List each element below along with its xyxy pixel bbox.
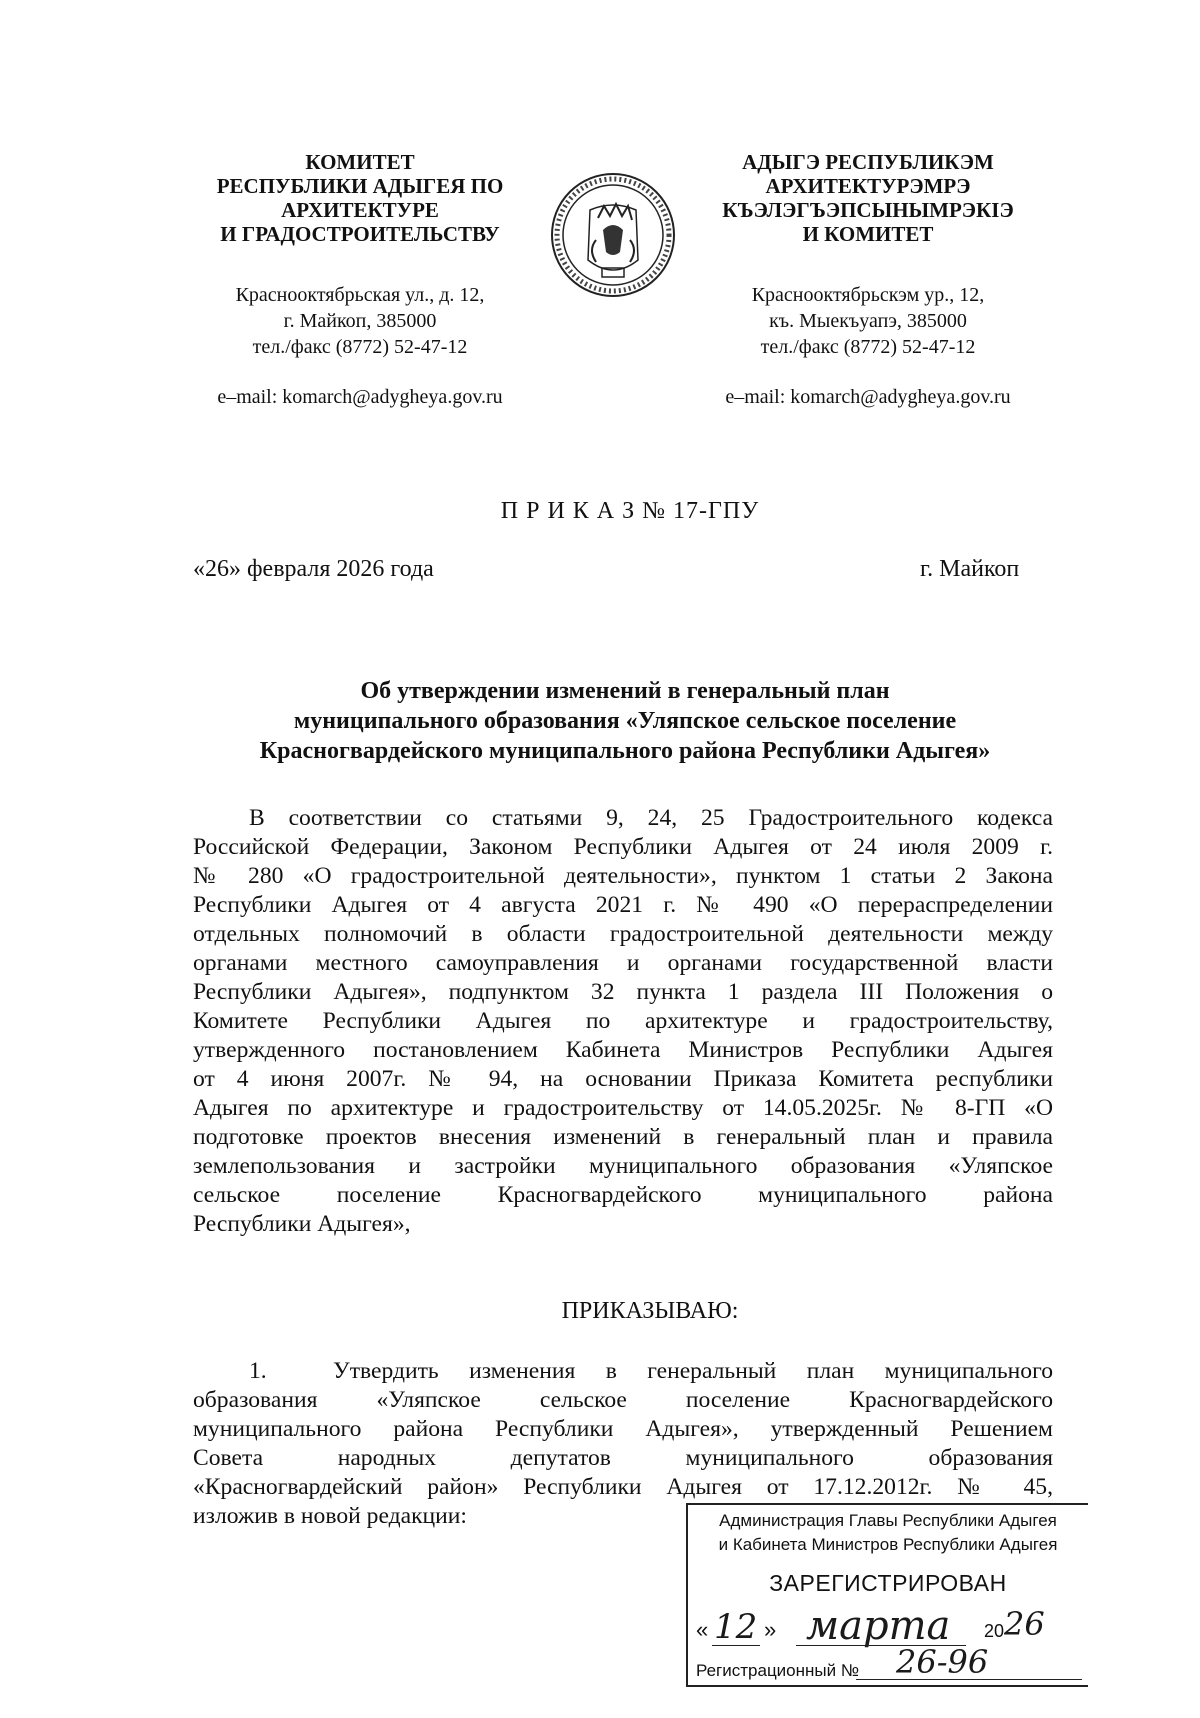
item1-line: Утвердить изменения в генеральный план муниципального [333,1358,1053,1384]
right-address-line: къ. Мыекъуапэ, 385000 [769,310,967,332]
order-title: П Р И К А З № 17-ГПУ [500,498,760,524]
right-header-email: e–mail: komarch@adygheya.gov.ru [725,386,1011,408]
registration-stamp [686,1503,1088,1687]
right-header-address [658,282,1078,360]
preamble-line: Республики Адыгея», подпунктом 32 пункта 1 раздела III Положения о [193,979,1053,1005]
left-title-line: И ГРАДОСТРОИТЕЛЬСТВУ [220,222,500,246]
stamp-date-row [696,1603,1082,1649]
right-title-line: АРХИТЕКТУРЭМРЭ [765,174,971,198]
stamp-reg-label: Регистрационный № [696,1661,860,1680]
preamble-line: Республики Адыгея от 4 августа 2021 г. № 490 «О перераспределении [193,892,1053,918]
right-title-line: АДЫГЭ РЕСПУБЛИКЭМ [742,150,994,174]
subject-line: Красногвардейского муниципального района Республики Адыгея» [259,738,991,764]
item1-line: Совета народных депутатов муниципального образования [193,1445,1053,1471]
stamp-reg-row [696,1643,1082,1683]
right-header [658,150,1078,410]
left-address-line: г. Майкоп, 385000 [283,310,437,332]
subject-line: Об утверждении изменений в генеральный план [360,678,890,704]
quote-close: » [764,1617,777,1642]
left-address-line: тел./факс (8772) 52-47-12 [252,336,468,358]
preamble-line: землепользования и застройки муниципального образования «Уляпское [193,1153,1053,1179]
left-header-email: e–mail: komarch@adygheya.gov.ru [217,386,503,408]
stamp-day: 12 [714,1607,758,1647]
decree-word: ПРИКАЗЫВАЮ: [561,1298,739,1324]
stamp-line-1: Администрация Главы Республики Адыгея [719,1511,1057,1530]
preamble-paragraph [193,804,1053,1239]
preamble-line: Российской Федерации, Законом Республики Адыгея от 24 июля 2009 г. [193,834,1053,860]
day-underline [712,1645,760,1646]
stamp-line-2: и Кабинета Министров Республики Адыгея [718,1535,1058,1554]
preamble-line: от 4 июня 2007г. № 94, на основании Приказа Комитета республики [193,1066,1053,1092]
stamp-reg-number: 26-96 [896,1643,989,1681]
preamble-line: отдельных полномочий в области градостроительной деятельности между [193,921,1053,947]
left-title-line: КОМИТЕТ [305,150,415,174]
preamble-line: утвержденного постановлением Кабинета Министров Республики Адыгея [193,1037,1053,1063]
item1-line: изложив в новой редакции: [193,1503,467,1529]
item1-line: образования «Уляпское сельское поселение Красногвардейского [193,1387,1053,1413]
right-address-line: Краснооктябрьскэм ур., 12, [751,284,985,306]
right-address-line: тел./факс (8772) 52-47-12 [760,336,976,358]
preamble-line: подготовке проектов внесения изменений в генеральный план и правила [193,1124,1053,1150]
item1-first-line [193,1357,1053,1386]
right-title-line: КЪЭЛЭГЪЭПСЫНЫМРЭКIЭ [722,198,1014,222]
preamble-line: № 280 «О градостроительной деятельности», пунктом 1 статьи 2 Закона [193,863,1053,889]
item1-line: «Красногвардейский район» Республики Адыгея от 17.12.2012г. № 45, [193,1474,1053,1500]
item1-number: 1. [249,1358,267,1384]
left-title-line: РЕСПУБЛИКИ АДЫГЕЯ ПО [216,174,504,198]
preamble-line: сельское поселение Красногвардейского муниципального района [193,1182,1053,1208]
preamble-line: Адыгея по архитектуре и градостроительству от 14.05.2025г. № 8-ГП «О [193,1095,1053,1121]
stamp-status: ЗАРЕГИСТРИРОВАН [769,1570,1007,1596]
stamp-year-prefix: 20 [984,1621,1005,1641]
left-header-title [150,150,570,246]
left-address-line: Краснооктябрьская ул., д. 12, [235,284,485,306]
left-header [150,150,570,410]
preamble-line: В соответствии со статьями 9, 24, 25 Градостроительного кодекса [249,805,1053,831]
preamble-line: Республики Адыгея», [193,1211,411,1237]
subject-line: муниципального образования «Уляпское сельское поселение [293,708,957,734]
left-title-line: АРХИТЕКТУРЕ [281,198,439,222]
right-header-title [658,150,1078,246]
left-header-address [150,282,570,360]
stamp-year-suffix: 26 [1004,1605,1045,1643]
order-subject [150,676,1100,766]
right-title-line: И КОМИТЕТ [802,222,934,246]
quote-open: « [696,1617,709,1642]
item1-line: муниципального района Республики Адыгея», утвержденный Решением [193,1416,1053,1442]
order-city: г. Майкоп [920,556,1020,582]
stamp-month: марта [806,1603,951,1649]
preamble-line: Комитете Республики Адыгея по архитектуре и градостроительству, [193,1008,1053,1034]
order-date: «26» февраля 2026 года [193,556,434,582]
preamble-line: органами местного самоуправления и органами государственной власти [193,950,1053,976]
